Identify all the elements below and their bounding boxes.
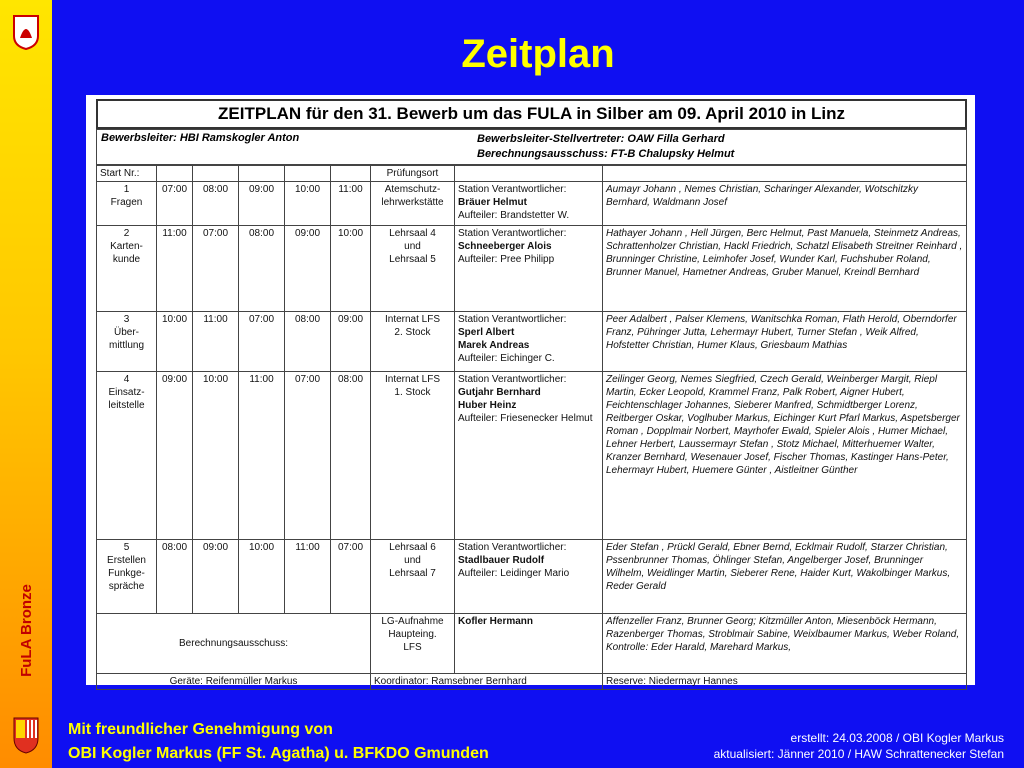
start-number: 4 Einsatz- leitstelle xyxy=(97,372,157,540)
station-rows xyxy=(97,182,967,614)
time-cell: 11:00 xyxy=(157,226,193,312)
time-cell: 08:00 xyxy=(239,226,285,312)
station-verantwortlicher: Sperl Albert Marek Andreas xyxy=(458,327,530,351)
station-cell xyxy=(455,540,603,614)
table-header-row xyxy=(97,166,967,182)
station-cell xyxy=(455,372,603,540)
station-label: Station Verantwortlicher: xyxy=(458,228,567,239)
station-label: Station Verantwortlicher: xyxy=(458,184,567,195)
time-cell: 10:00 xyxy=(285,182,331,226)
pruefungsort-cell: Internat LFS 1. Stock xyxy=(371,372,455,540)
berechnung-ort: LG-Aufnahme Haupteing. LFS xyxy=(371,614,455,674)
table-row xyxy=(97,226,967,312)
station-aufteiler: Aufteiler: Brandstetter W. xyxy=(458,210,570,221)
pruefungsort-cell: Lehrsaal 4 und Lehrsaal 5 xyxy=(371,226,455,312)
geraete: Geräte: Reifenmüller Markus xyxy=(97,674,371,690)
station-label: Station Verantwortlicher: xyxy=(458,542,567,553)
document-header xyxy=(96,129,967,165)
time-cell: 09:00 xyxy=(157,372,193,540)
start-number: 2 Karten- kunde xyxy=(97,226,157,312)
participant-names: Zeilinger Georg, Nemes Siegfried, Czech Gerald, Weinberger Margit, Riepl Martin, Ecker Leopold, Krammel Franz, Palk Robert, Aigner Hubert, Feichtenschlager Johannes, Sieberer Manfred, Schmidtberger Lorenz, Reitberger Oskar, Voglhuber Markus, Eichinger Kurt Pfarl Markus, Aspetsberger Roman , Dopplmair Norbert, Mayrhofer Ewald, Spieler Alois , Humer Michael, Lehner Herbert, Laussermayr Stefan , Stotz Michael, Mitterhuemer Walter, Kranzer Bernhard, Wesenauer Josef, Fischer Thomas, Kastinger Hans-Peter, Lehermayr Hubert, Huemere Günter , Aistleitner Günther xyxy=(603,372,967,540)
time-cell: 10:00 xyxy=(157,312,193,372)
station-aufteiler: Aufteiler: Pree Philipp xyxy=(458,254,555,265)
time-cell: 09:00 xyxy=(239,182,285,226)
footer-credit-line-2: OBI Kogler Markus (FF St. Agatha) u. BFKDO Gmunden xyxy=(68,745,489,762)
station-cell xyxy=(455,182,603,226)
fire-brigade-logo-icon xyxy=(12,14,40,50)
station-cell xyxy=(455,226,603,312)
table-row xyxy=(97,540,967,614)
schedule-table xyxy=(96,165,967,690)
table-row xyxy=(97,182,967,226)
pruefungsort-cell: Atemschutz- lehrwerkstätte xyxy=(371,182,455,226)
station-verantwortlicher: Bräuer Helmut xyxy=(458,197,527,208)
footer-credit-line-1: Mit freundlicher Genehmigung von xyxy=(68,721,333,738)
time-cell: 07:00 xyxy=(285,372,331,540)
participant-names: Aumayr Johann , Nemes Christian, Scharinger Alexander, Wotschitzky Bernhard, Waldmann Josef xyxy=(603,182,967,226)
participant-names: Peer Adalbert , Palser Klemens, Wanitschka Roman, Flath Herold, Oberndorfer Franz, Pühringer Jutta, Lehermayr Hubert, Turner Stefan , Weik Alfred, Hofstetter Christian, Humer Klaus, Griesbaum Mathias xyxy=(603,312,967,372)
start-number: 3 Über- mittlung xyxy=(97,312,157,372)
berechnung-names: Affenzeller Franz, Brunner Georg; Kitzmüller Anton, Miesenböck Hermann, Razenberger Thomas, Stroblmair Sabine, Weixlbaumer Markus, Weber Roland, Kontrolle: Eder Harald, Marehard Markus, xyxy=(603,614,967,674)
time-cell: 09:00 xyxy=(193,540,239,614)
header-right xyxy=(477,132,734,162)
time-cell: 07:00 xyxy=(193,226,239,312)
time-cell: 10:00 xyxy=(239,540,285,614)
berechnung-verantwortlicher: Kofler Hermann xyxy=(455,614,603,674)
bewerbsleiter: Bewerbsleiter: HBI Ramskogler Anton xyxy=(101,132,300,144)
berechnung-row xyxy=(97,614,967,674)
station-aufteiler: Aufteiler: Friesenecker Helmut xyxy=(458,413,593,424)
station-cell xyxy=(455,312,603,372)
start-number: 1 Fragen xyxy=(97,182,157,226)
coat-of-arms-icon xyxy=(12,714,40,754)
time-cell: 11:00 xyxy=(193,312,239,372)
pruefungsort-cell: Internat LFS 2. Stock xyxy=(371,312,455,372)
time-cell: 08:00 xyxy=(193,182,239,226)
table-row xyxy=(97,372,967,540)
station-verantwortlicher: Stadlbauer Rudolf xyxy=(458,555,545,566)
time-cell: 08:00 xyxy=(285,312,331,372)
berechnungsausschuss-head: Berechnungsausschuss: FT-B Chalupsky Helmut xyxy=(477,148,735,160)
time-cell: 08:00 xyxy=(157,540,193,614)
station-verantwortlicher: Gutjahr Bernhard Huber Heinz xyxy=(458,387,541,411)
footer-updated: aktualisiert: Jänner 2010 / HAW Schrattenecker Stefan xyxy=(713,747,1004,761)
slide-title: Zeitplan xyxy=(461,32,615,76)
station-aufteiler: Aufteiler: Eichinger C. xyxy=(458,353,555,364)
sidebar-label: FuLA Bronze xyxy=(17,583,35,677)
pruefungsort-cell: Lehrsaal 6 und Lehrsaal 7 xyxy=(371,540,455,614)
start-number: 5 Erstellen Funkge- spräche xyxy=(97,540,157,614)
time-cell: 07:00 xyxy=(157,182,193,226)
time-cell: 08:00 xyxy=(331,372,371,540)
footer-created: erstellt: 24.03.2008 / OBI Kogler Markus xyxy=(790,731,1004,745)
participant-names: Eder Stefan , Prückl Gerald, Ebner Bernd, Ecklmair Rudolf, Starzer Christian, Pssenbrunner Thomas, Öhlinger Stefan, Angelberger Josef, Brunninger Wilhelm, Weidlinger Martin, Sieberer Rene, Haider Kurt, Wakolbinger Markus, Reder Gerald xyxy=(603,540,967,614)
document-title: ZEITPLAN für den 31. Bewerb um das FULA in Silber am 09. April 2010 in Linz xyxy=(96,99,967,129)
station-verantwortlicher: Schneeberger Alois xyxy=(458,241,552,252)
station-aufteiler: Aufteiler: Leidinger Mario xyxy=(458,568,570,579)
time-cell: 10:00 xyxy=(331,226,371,312)
header-start: Start Nr.: xyxy=(97,166,157,182)
station-label: Station Verantwortlicher: xyxy=(458,314,567,325)
berechnung-label: Berechnungsausschuss: xyxy=(97,614,371,674)
time-cell: 09:00 xyxy=(331,312,371,372)
time-cell: 07:00 xyxy=(239,312,285,372)
bottom-row xyxy=(97,674,967,690)
schedule-document xyxy=(86,95,975,685)
station-label: Station Verantwortlicher: xyxy=(458,374,567,385)
footer-credits xyxy=(68,718,489,766)
sidebar xyxy=(0,0,52,768)
time-cell: 11:00 xyxy=(285,540,331,614)
table-row xyxy=(97,312,967,372)
reserve: Reserve: Niedermayr Hannes xyxy=(603,674,967,690)
time-cell: 10:00 xyxy=(193,372,239,540)
time-cell: 09:00 xyxy=(285,226,331,312)
footer-dates xyxy=(714,730,1004,762)
header-pruefungsort: Prüfungsort xyxy=(371,166,455,182)
koordinator: Koordinator: Ramsebner Bernhard xyxy=(371,674,603,690)
time-cell: 11:00 xyxy=(239,372,285,540)
time-cell: 07:00 xyxy=(331,540,371,614)
participant-names: Hathayer Johann , Hell Jürgen, Berc Helmut, Past Manuela, Steinmetz Andreas, Schrattenholzer Christian, Hackl Friedrich, Schatzl Elisabeth Streitner Reinhard , Brunninger Christine, Leimhofer Josef, Wunder Karl, Fuchshuber Roland, Brunner Manuel, Hametner Andreas, Gruber Manuel, Kreindl Bernhard xyxy=(603,226,967,312)
time-cell: 11:00 xyxy=(331,182,371,226)
stellvertreter: Bewerbsleiter-Stellvertreter: OAW Filla Gerhard xyxy=(477,133,725,145)
